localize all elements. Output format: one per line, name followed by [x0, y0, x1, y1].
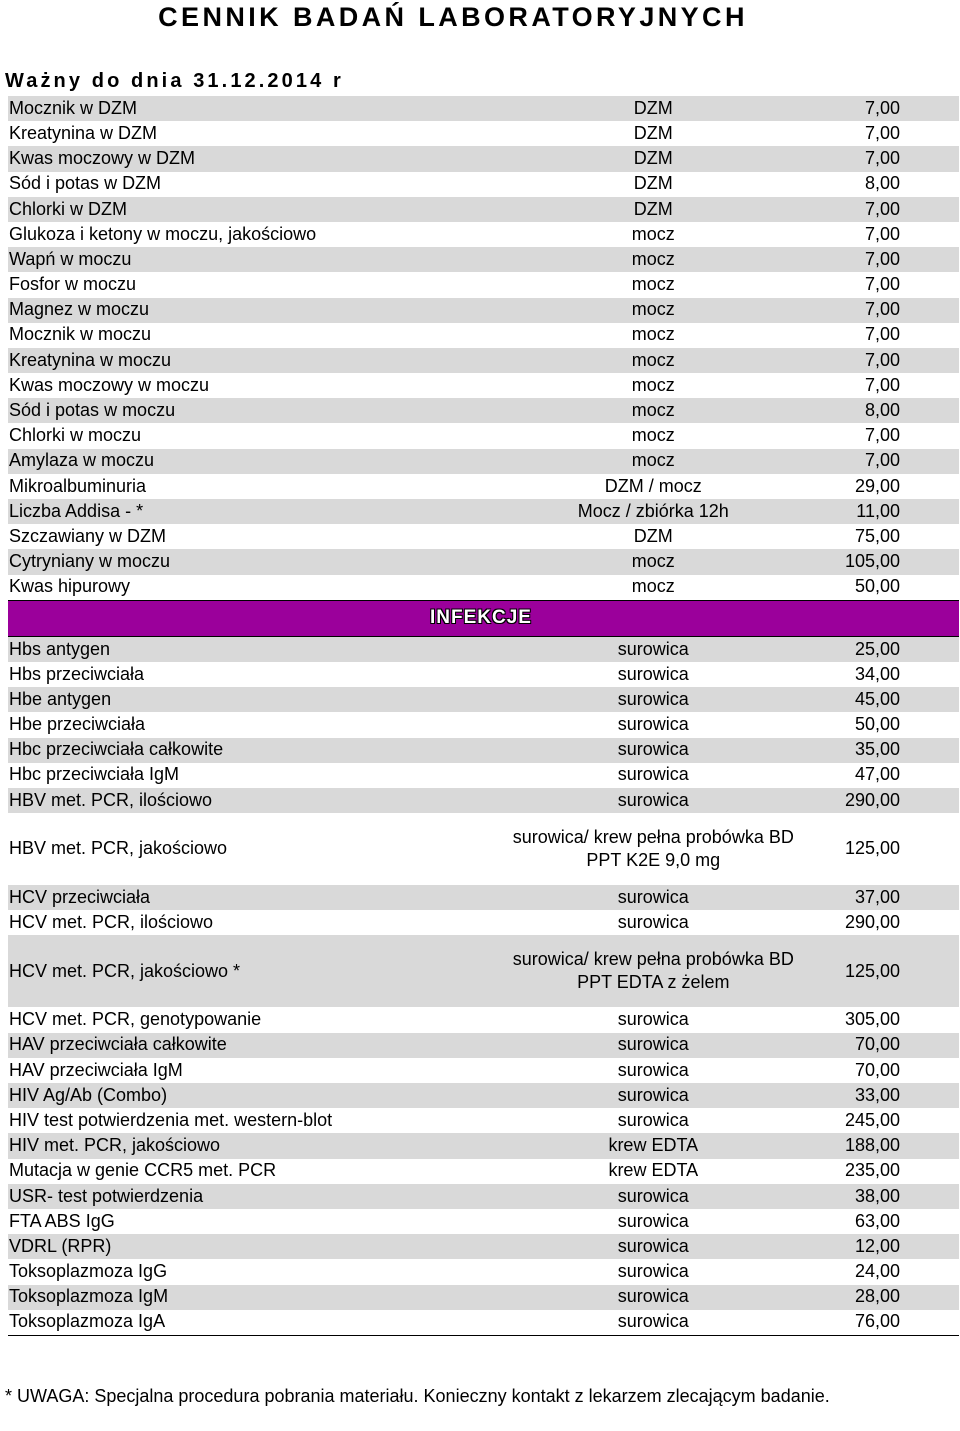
- table-row: [8, 1285, 959, 1310]
- test-price: 7,00: [864, 248, 900, 269]
- test-name: Kreatynina w DZM: [9, 122, 158, 143]
- table-row: [8, 1133, 959, 1158]
- test-price: 70,00: [854, 1034, 900, 1055]
- test-name: HIV test potwierdzenia met. western-blot: [9, 1109, 333, 1130]
- test-name: Mikroalbuminuria: [9, 475, 147, 496]
- sample-material: mocz: [631, 223, 675, 244]
- test-price: 8,00: [864, 173, 900, 194]
- test-name: Szczawiany w DZM: [9, 525, 167, 546]
- test-price: 7,00: [864, 299, 900, 320]
- table-row: [8, 788, 959, 813]
- sample-material: mocz: [631, 425, 675, 446]
- test-name: Toksoplazmoza IgM: [9, 1286, 169, 1307]
- test-price: 28,00: [854, 1286, 900, 1307]
- test-name: HBV met. PCR, jakościowo: [9, 838, 228, 859]
- test-name: Hbc przeciwciała całkowite: [9, 739, 224, 760]
- test-name: Wapń w moczu: [9, 248, 132, 269]
- table-row: [8, 197, 959, 222]
- sample-material: surowica: [617, 912, 689, 933]
- test-name: Hbs przeciwciała: [9, 663, 145, 684]
- test-name: Chlorki w DZM: [9, 198, 128, 219]
- table-row: [8, 449, 959, 474]
- table-row: [8, 222, 959, 247]
- price-table: [8, 96, 959, 1336]
- test-name: HCV met. PCR, genotypowanie: [9, 1009, 262, 1030]
- sample-material: surowica/ krew pełna probówka BD PPT EDTA z żelem: [512, 949, 794, 993]
- sample-material: krew EDTA: [608, 1160, 699, 1181]
- table-row: [8, 813, 959, 885]
- test-name: Toksoplazmoza IgA: [9, 1311, 166, 1332]
- test-price: 7,00: [864, 97, 900, 118]
- table-row: [8, 1209, 959, 1234]
- table-row: [8, 373, 959, 398]
- test-name: Liczba Addisa - *: [9, 500, 144, 521]
- sample-material: surowica: [617, 1084, 689, 1105]
- table-row: [8, 121, 959, 146]
- test-price: 245,00: [844, 1109, 900, 1130]
- test-price: 29,00: [854, 475, 900, 496]
- test-name: HAV przeciwciała IgM: [9, 1059, 183, 1080]
- test-price: 35,00: [854, 739, 900, 760]
- sample-material: mocz: [631, 349, 675, 370]
- sample-material: surowica: [617, 1311, 689, 1332]
- test-name: Chlorki w moczu: [9, 425, 142, 446]
- table-row: [8, 1259, 959, 1284]
- sample-material: surowica: [617, 886, 689, 907]
- test-price: 7,00: [864, 374, 900, 395]
- test-price: 290,00: [844, 912, 900, 933]
- table-row: [8, 1007, 959, 1032]
- test-name: Kwas moczowy w moczu: [9, 374, 210, 395]
- test-price: 37,00: [854, 886, 900, 907]
- test-price: 7,00: [864, 274, 900, 295]
- test-price: 7,00: [864, 198, 900, 219]
- table-row: [8, 499, 959, 524]
- sample-material: surowica: [617, 1261, 689, 1282]
- test-name: HCV met. PCR, jakościowo *: [9, 960, 241, 981]
- sample-material: surowica: [617, 764, 689, 785]
- sample-material: DZM: [633, 198, 673, 219]
- table-row: [8, 549, 959, 574]
- test-name: Mocznik w moczu: [9, 324, 152, 345]
- sample-material: mocz: [631, 450, 675, 471]
- test-name: HCV przeciwciała: [9, 886, 151, 907]
- footnote: * UWAGA: Specjalna procedura pobrania materiału. Konieczny kontakt z lekarzem zlecającym badanie.: [5, 1386, 830, 1406]
- sample-material: DZM: [633, 97, 673, 118]
- sample-material: surowica: [617, 688, 689, 709]
- sample-material: mocz: [631, 400, 675, 421]
- sample-material: mocz: [631, 576, 675, 597]
- test-price: 290,00: [844, 789, 900, 810]
- test-price: 7,00: [864, 324, 900, 345]
- sample-material: mocz: [631, 299, 675, 320]
- table-row: [8, 687, 959, 712]
- table-row: [8, 398, 959, 423]
- test-price: 235,00: [844, 1160, 900, 1181]
- infection-tests-group: [8, 637, 959, 1336]
- sample-material: DZM: [633, 173, 673, 194]
- sample-material: mocz: [631, 248, 675, 269]
- table-row: [8, 662, 959, 687]
- test-price: 11,00: [856, 500, 900, 521]
- table-row: [8, 323, 959, 348]
- test-price: 63,00: [854, 1210, 900, 1231]
- sample-material: mocz: [631, 324, 675, 345]
- sample-material: krew EDTA: [608, 1135, 699, 1156]
- sample-material: surowica: [617, 714, 689, 735]
- sample-material: surowica: [617, 1286, 689, 1307]
- table-row: [8, 247, 959, 272]
- table-row: [8, 423, 959, 448]
- test-name: Magnez w moczu: [9, 299, 150, 320]
- test-price: 47,00: [854, 764, 900, 785]
- sample-material: DZM: [633, 525, 673, 546]
- table-row: [8, 935, 959, 1007]
- sample-material: surowica: [617, 739, 689, 760]
- sample-material: surowica: [617, 663, 689, 684]
- table-row: [8, 712, 959, 737]
- test-name: Kwas hipurowy: [9, 576, 131, 597]
- table-row: [8, 524, 959, 549]
- sample-material: DZM / mocz: [604, 475, 702, 496]
- test-name: Mutacja w genie CCR5 met. PCR: [9, 1160, 277, 1181]
- test-name: Mocznik w DZM: [9, 97, 138, 118]
- test-price: 8,00: [864, 400, 900, 421]
- test-name: HCV met. PCR, ilościowo: [9, 912, 214, 933]
- test-price: 45,00: [854, 688, 900, 709]
- section-label: INFEKCJE: [430, 606, 532, 628]
- test-name: Glukoza i ketony w moczu, jakościowo: [9, 223, 317, 244]
- sample-material: DZM: [633, 148, 673, 169]
- table-row: [8, 272, 959, 297]
- table-row: [8, 738, 959, 763]
- table-row: [8, 1058, 959, 1083]
- sample-material: mocz: [631, 274, 675, 295]
- table-row: [8, 1234, 959, 1259]
- test-name: Hbe przeciwciała: [9, 714, 146, 735]
- test-name: USR- test potwierdzenia: [9, 1185, 204, 1206]
- test-name: Hbe antygen: [9, 688, 112, 709]
- sample-material: surowica: [617, 1235, 689, 1256]
- test-price: 75,00: [854, 525, 900, 546]
- test-name: Cytryniany w moczu: [9, 551, 171, 572]
- validity-date: Ważny do dnia 31.12.2014 r: [5, 70, 344, 92]
- test-price: 7,00: [864, 122, 900, 143]
- test-name: Hbs antygen: [9, 638, 111, 659]
- test-name: Sód i potas w moczu: [9, 400, 176, 421]
- urine-tests-group: [8, 96, 959, 600]
- test-price: 50,00: [854, 714, 900, 735]
- test-price: 33,00: [854, 1084, 900, 1105]
- table-row: [8, 637, 959, 662]
- table-row: [8, 1083, 959, 1108]
- sample-material: surowica: [617, 1059, 689, 1080]
- test-price: 24,00: [854, 1261, 900, 1282]
- sample-material: surowica/ krew pełna probówka BD PPT K2E 9,0 mg: [512, 827, 794, 871]
- table-row: [8, 1033, 959, 1058]
- sample-material: surowica: [617, 1109, 689, 1130]
- sample-material: Mocz / zbiórka 12h: [577, 500, 729, 521]
- sample-material: mocz: [631, 374, 675, 395]
- test-price: 188,00: [844, 1135, 900, 1156]
- table-row: [8, 298, 959, 323]
- test-name: Kwas moczowy w DZM: [9, 148, 196, 169]
- table-row: [8, 1159, 959, 1184]
- table-row: [8, 575, 959, 600]
- table-row: [8, 1108, 959, 1133]
- sample-material: mocz: [631, 551, 675, 572]
- table-row: [8, 910, 959, 935]
- page-title: CENNIK BADAŃ LABORATORYJNYCH: [158, 2, 748, 32]
- table-row: [8, 763, 959, 788]
- table-row: [8, 1310, 959, 1336]
- table-row: [8, 172, 959, 197]
- test-price: 76,00: [854, 1311, 900, 1332]
- table-row: [8, 474, 959, 499]
- sample-material: DZM: [633, 122, 673, 143]
- test-price: 125,00: [844, 960, 900, 981]
- test-name: HBV met. PCR, ilościowo: [9, 789, 213, 810]
- table-row: [8, 146, 959, 171]
- test-name: VDRL (RPR): [9, 1235, 112, 1256]
- table-row: [8, 1184, 959, 1209]
- test-price: 34,00: [854, 663, 900, 684]
- test-price: 105,00: [844, 551, 900, 572]
- sample-material: surowica: [617, 1210, 689, 1231]
- test-name: Fosfor w moczu: [9, 274, 137, 295]
- test-price: 38,00: [854, 1185, 900, 1206]
- test-price: 25,00: [854, 638, 900, 659]
- test-price: 7,00: [864, 223, 900, 244]
- test-name: HIV met. PCR, jakościowo: [9, 1135, 221, 1156]
- test-price: 7,00: [864, 450, 900, 471]
- test-price: 50,00: [854, 576, 900, 597]
- test-price: 7,00: [864, 349, 900, 370]
- sample-material: surowica: [617, 1185, 689, 1206]
- section-header-infections: [8, 600, 959, 637]
- test-name: Amylaza w moczu: [9, 450, 155, 471]
- test-price: 70,00: [854, 1059, 900, 1080]
- table-row: [8, 885, 959, 910]
- sample-material: surowica: [617, 638, 689, 659]
- sample-material: surowica: [617, 1009, 689, 1030]
- sample-material: surowica: [617, 789, 689, 810]
- test-name: Toksoplazmoza IgG: [9, 1261, 168, 1282]
- test-price: 7,00: [864, 148, 900, 169]
- sample-material: surowica: [617, 1034, 689, 1055]
- test-name: Sód i potas w DZM: [9, 173, 162, 194]
- test-price: 305,00: [844, 1009, 900, 1030]
- test-name: Hbc przeciwciała IgM: [9, 764, 180, 785]
- table-row: [8, 96, 959, 121]
- test-price: 12,00: [854, 1235, 900, 1256]
- test-name: Kreatynina w moczu: [9, 349, 172, 370]
- test-price: 7,00: [864, 425, 900, 446]
- test-name: FTA ABS IgG: [9, 1210, 115, 1231]
- test-price: 125,00: [844, 838, 900, 859]
- test-name: HIV Ag/Ab (Combo): [9, 1084, 168, 1105]
- test-name: HAV przeciwciała całkowite: [9, 1034, 227, 1055]
- table-row: [8, 348, 959, 373]
